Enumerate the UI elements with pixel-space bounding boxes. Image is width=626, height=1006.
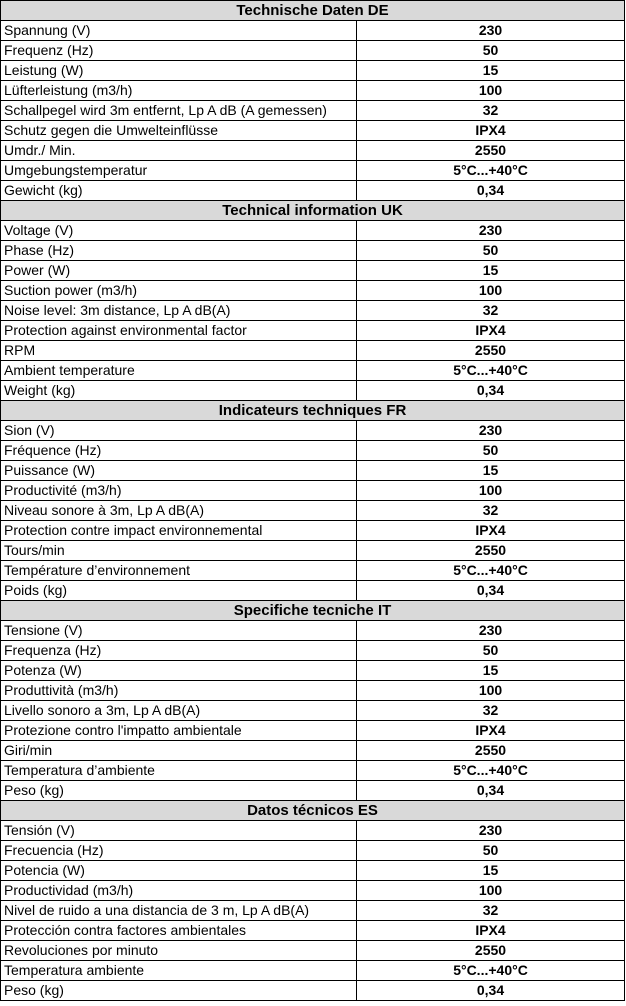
row-label: Productivité (m3/h) (1, 481, 357, 501)
table-row (1, 641, 625, 661)
table-row (1, 821, 625, 841)
row-label: Schallpegel wird 3m entfernt, Lp A dB (A gemessen) (1, 101, 357, 121)
table-row (1, 281, 625, 301)
row-label: Potenza (W) (1, 661, 357, 681)
row-label: Lüfterleistung (m3/h) (1, 81, 357, 101)
table-row (1, 421, 625, 441)
row-value: 2550 (357, 741, 625, 761)
row-label: Temperatura ambiente (1, 961, 357, 981)
row-value: IPX4 (357, 921, 625, 941)
table-row (1, 981, 625, 1001)
section-title: Specifiche tecniche IT (1, 601, 625, 621)
row-label: Power (W) (1, 261, 357, 281)
row-value: 5°C...+40°C (357, 161, 625, 181)
row-value: 2550 (357, 941, 625, 961)
row-value: 230 (357, 621, 625, 641)
table-row (1, 261, 625, 281)
table-row (1, 741, 625, 761)
row-value: 5°C...+40°C (357, 761, 625, 781)
row-label: Leistung (W) (1, 61, 357, 81)
row-value: 15 (357, 861, 625, 881)
row-value: 100 (357, 81, 625, 101)
table-row (1, 781, 625, 801)
row-label: Puissance (W) (1, 461, 357, 481)
row-value: 100 (357, 281, 625, 301)
row-value: 50 (357, 241, 625, 261)
row-label: Fréquence (Hz) (1, 441, 357, 461)
section-header-fr (1, 401, 625, 421)
row-value: 5°C...+40°C (357, 961, 625, 981)
table-row (1, 301, 625, 321)
row-label: Tensione (V) (1, 621, 357, 641)
row-label: Noise level: 3m distance, Lp A dB(A) (1, 301, 357, 321)
spec-table-body (1, 1, 625, 1001)
table-row (1, 81, 625, 101)
row-label: Voltage (V) (1, 221, 357, 241)
row-value: 2550 (357, 541, 625, 561)
row-label: Phase (Hz) (1, 241, 357, 261)
row-value: 50 (357, 641, 625, 661)
section-header-it (1, 601, 625, 621)
table-row (1, 661, 625, 681)
row-value: 2550 (357, 341, 625, 361)
section-header-uk (1, 201, 625, 221)
row-label: Frequenza (Hz) (1, 641, 357, 661)
table-row (1, 561, 625, 581)
row-label: Nivel de ruido a una distancia de 3 m, Lp A dB(A) (1, 901, 357, 921)
row-value: 32 (357, 901, 625, 921)
row-label: Tours/min (1, 541, 357, 561)
row-value: 15 (357, 261, 625, 281)
table-row (1, 521, 625, 541)
row-value: 0,34 (357, 781, 625, 801)
table-row (1, 21, 625, 41)
table-row (1, 141, 625, 161)
row-label: Peso (kg) (1, 781, 357, 801)
row-label: Giri/min (1, 741, 357, 761)
table-row (1, 361, 625, 381)
table-row (1, 101, 625, 121)
table-row (1, 241, 625, 261)
row-value: 5°C...+40°C (357, 361, 625, 381)
row-value: 50 (357, 441, 625, 461)
row-label: Tensión (V) (1, 821, 357, 841)
row-label: Livello sonoro a 3m, Lp A dB(A) (1, 701, 357, 721)
row-label: Protection against environmental factor (1, 321, 357, 341)
table-row (1, 841, 625, 861)
row-label: Protección contra factores ambientales (1, 921, 357, 941)
row-value: 2550 (357, 141, 625, 161)
row-label: Sion (V) (1, 421, 357, 441)
table-row (1, 381, 625, 401)
table-row (1, 761, 625, 781)
row-label: Schutz gegen die Umwelteinflüsse (1, 121, 357, 141)
row-value: IPX4 (357, 721, 625, 741)
table-row (1, 581, 625, 601)
row-value: 230 (357, 21, 625, 41)
row-label: Suction power (m3/h) (1, 281, 357, 301)
table-row (1, 681, 625, 701)
table-row (1, 121, 625, 141)
row-value: 0,34 (357, 381, 625, 401)
row-value: 15 (357, 461, 625, 481)
row-label: Poids (kg) (1, 581, 357, 601)
table-row (1, 481, 625, 501)
table-row (1, 881, 625, 901)
row-value: IPX4 (357, 521, 625, 541)
table-row (1, 621, 625, 641)
row-value: 230 (357, 821, 625, 841)
table-row (1, 41, 625, 61)
row-value: 0,34 (357, 981, 625, 1001)
row-value: 32 (357, 101, 625, 121)
table-row (1, 721, 625, 741)
table-row (1, 941, 625, 961)
row-value: 100 (357, 681, 625, 701)
table-row (1, 61, 625, 81)
row-label: Potencia (W) (1, 861, 357, 881)
row-label: Température d’environnement (1, 561, 357, 581)
table-row (1, 181, 625, 201)
row-label: Gewicht (kg) (1, 181, 357, 201)
table-row (1, 221, 625, 241)
row-value: 15 (357, 61, 625, 81)
section-title: Technische Daten DE (1, 1, 625, 21)
section-header-de (1, 1, 625, 21)
table-row (1, 321, 625, 341)
row-label: RPM (1, 341, 357, 361)
section-title: Indicateurs techniques FR (1, 401, 625, 421)
section-header-es (1, 801, 625, 821)
table-row (1, 541, 625, 561)
row-label: Umdr./ Min. (1, 141, 357, 161)
table-row (1, 161, 625, 181)
row-value: 15 (357, 661, 625, 681)
row-value: 50 (357, 841, 625, 861)
row-value: 50 (357, 41, 625, 61)
row-label: Produttività (m3/h) (1, 681, 357, 701)
table-row (1, 701, 625, 721)
table-row (1, 341, 625, 361)
row-label: Umgebungstemperatur (1, 161, 357, 181)
row-label: Revoluciones por minuto (1, 941, 357, 961)
row-label: Peso (kg) (1, 981, 357, 1001)
row-label: Weight (kg) (1, 381, 357, 401)
table-row (1, 861, 625, 881)
table-row (1, 441, 625, 461)
row-label: Frequenz (Hz) (1, 41, 357, 61)
row-label: Temperatura d’ambiente (1, 761, 357, 781)
row-value: 100 (357, 881, 625, 901)
row-value: 32 (357, 701, 625, 721)
row-label: Frecuencia (Hz) (1, 841, 357, 861)
row-value: 5°C...+40°C (357, 561, 625, 581)
row-label: Protezione contro l'impatto ambientale (1, 721, 357, 741)
row-value: IPX4 (357, 321, 625, 341)
section-title: Datos técnicos ES (1, 801, 625, 821)
table-row (1, 461, 625, 481)
row-value: 0,34 (357, 581, 625, 601)
row-label: Ambient temperature (1, 361, 357, 381)
row-label: Niveau sonore à 3m, Lp A dB(A) (1, 501, 357, 521)
row-value: 0,34 (357, 181, 625, 201)
row-value: 100 (357, 481, 625, 501)
row-label: Protection contre impact environnemental (1, 521, 357, 541)
row-label: Productividad (m3/h) (1, 881, 357, 901)
row-value: 32 (357, 501, 625, 521)
table-row (1, 901, 625, 921)
row-value: 230 (357, 221, 625, 241)
row-value: 230 (357, 421, 625, 441)
table-row (1, 501, 625, 521)
section-title: Technical information UK (1, 201, 625, 221)
row-label: Spannung (V) (1, 21, 357, 41)
row-value: IPX4 (357, 121, 625, 141)
table-row (1, 921, 625, 941)
row-value: 32 (357, 301, 625, 321)
table-row (1, 961, 625, 981)
